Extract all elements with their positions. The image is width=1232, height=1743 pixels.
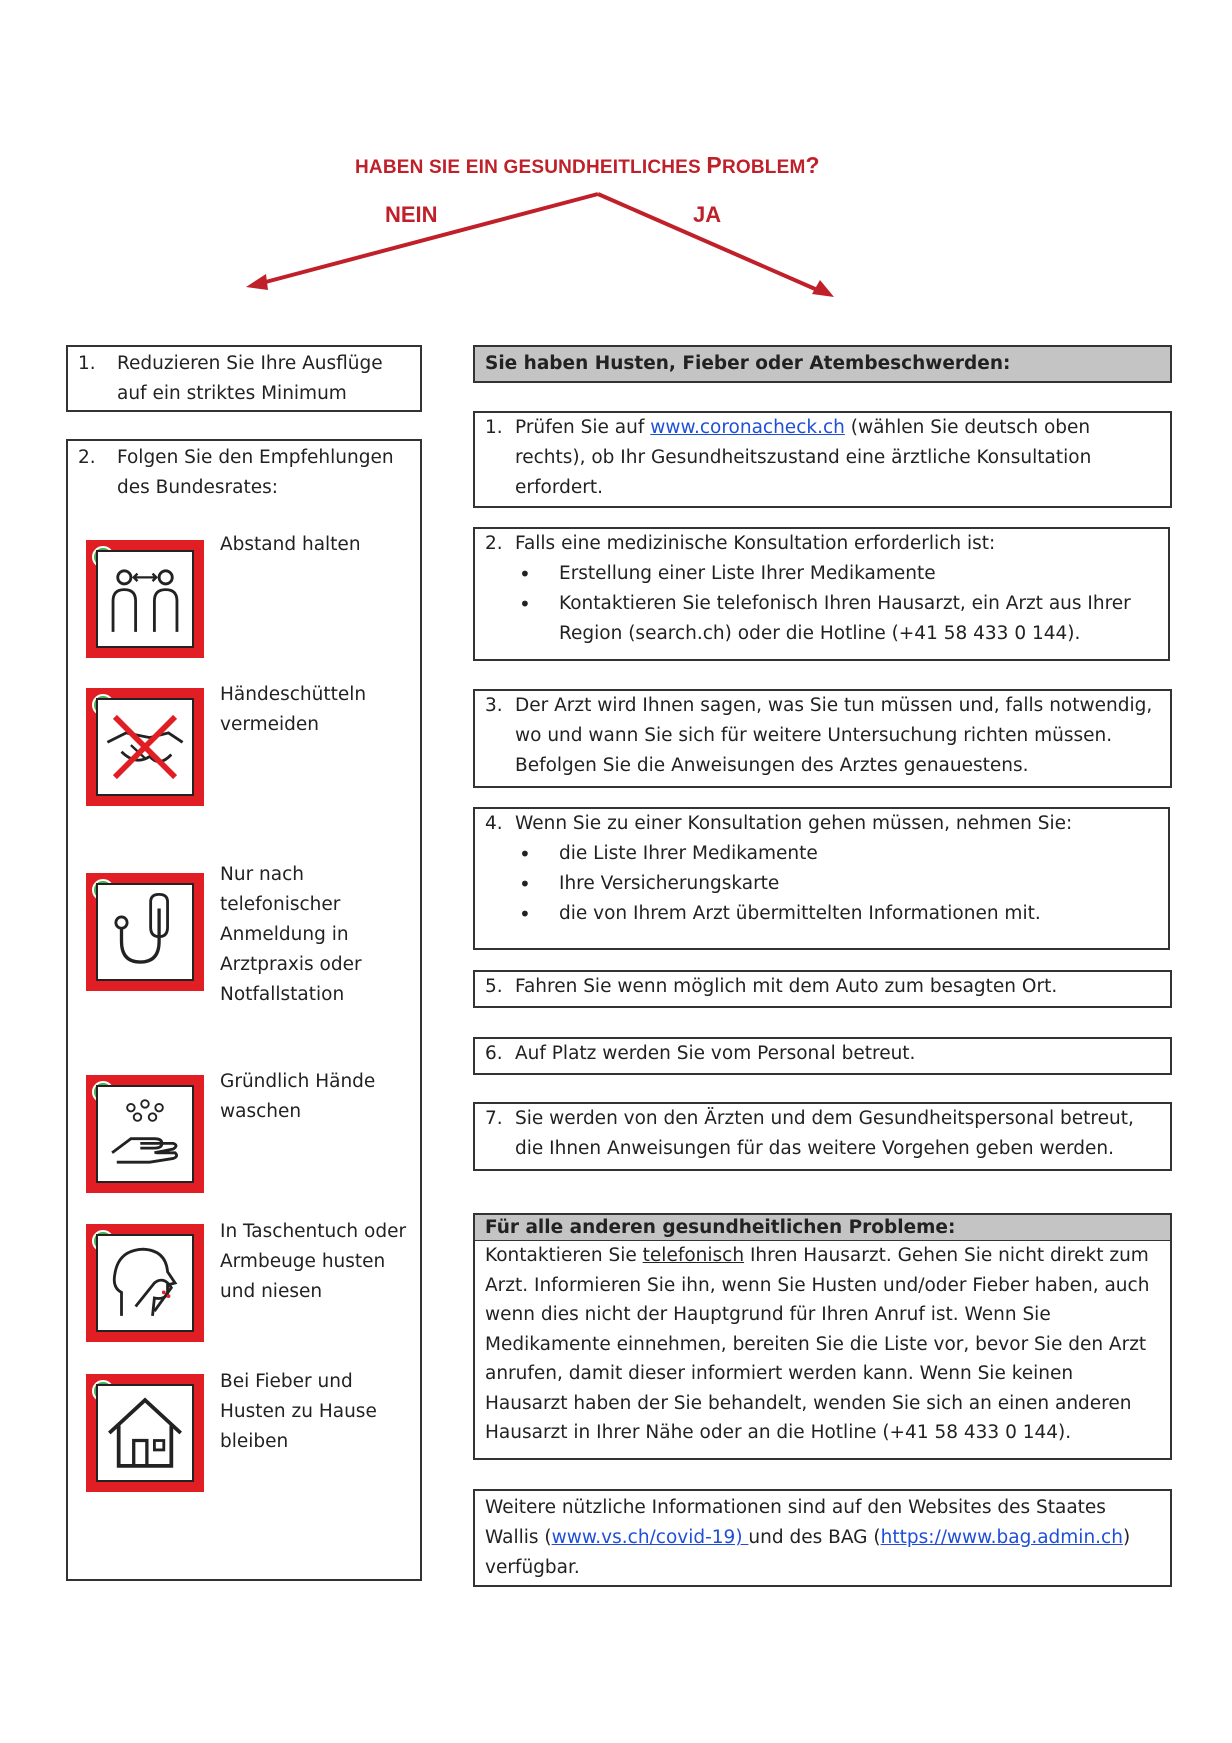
no-handshake-icon [86, 688, 204, 806]
cough-icon [86, 1224, 204, 1342]
step-3-box [473, 689, 1172, 788]
step-text: Der Arzt wird Ihnen sagen, was Sie tun müssen und, falls notwendig, wo und wann Sie sich für weitere Untersuchung richten müssen. Befolgen Sie die Anweisungen des Arztes genauestens. [515, 695, 1153, 776]
step-5-box [473, 970, 1172, 1008]
title-question-mark: ? [805, 152, 820, 178]
distance-icon [86, 540, 204, 658]
bag-link[interactable]: https://www.bag.admin.ch [880, 1527, 1123, 1548]
other-problems-box [473, 1213, 1172, 1460]
step-4-box [473, 807, 1170, 950]
step-number: 1. [485, 417, 503, 438]
step-text: Fahren Sie wenn möglich mit dem Auto zum besagten Ort. [515, 976, 1058, 997]
handwash-icon [86, 1075, 204, 1193]
step-text: Sie werden von den Ärzten und dem Gesundheitspersonal betreut, die Ihnen Anweisungen für das weitere Vorgehen geben werden. [515, 1108, 1134, 1159]
step-intro: Falls eine medizinische Konsultation erforderlich ist: [515, 533, 996, 554]
step-text [515, 413, 1162, 503]
rule-label: Nur nach telefonischer Anmeldung in Arztpraxis oder Notfallstation [220, 864, 362, 1005]
other-problems-header: Für alle anderen gesundheitlichen Probleme: [475, 1215, 1170, 1241]
branch-no-label: NEIN [385, 202, 438, 227]
text-part: Ihren Hausarzt. Gehen Sie nicht direkt zum Arzt. Informieren Sie ihn, wenn Sie Husten und/oder Fieber haben, auch wenn dies nicht der Hauptgrund für Ihren Anruf ist. Wenn Sie Medikamente einnehmen, bereiten Sie die Liste vor, bevor Sie den Arzt anrufen, damit dieser informiert werden kann. Wenn Sie keinen Hausarzt haben der Sie behandelt, wenden Sie sich an einen anderen Hausarzt in Ihrer Nähe oder an die Hotline (+41 58 433 0 144). [485, 1245, 1150, 1443]
arrow-right-head [812, 280, 834, 297]
bullet-item: • Erstellung einer Liste Ihrer Medikamente [515, 559, 1160, 589]
arrow-left-line [258, 194, 598, 284]
bullet-item: • die Liste Ihrer Medikamente [515, 839, 1160, 869]
step-text-part: Prüfen Sie auf [515, 417, 651, 438]
title-part: ROBLEM [721, 157, 806, 178]
symptoms-header [473, 345, 1172, 383]
title-initial: P [706, 152, 722, 178]
item-text: Reduzieren Sie Ihre Ausflüge auf ein striktes Minimum [117, 353, 383, 404]
stethoscope-icon [86, 873, 204, 991]
rule-label: Abstand halten [220, 534, 361, 555]
rule-label: In Taschentuch oder Armbeuge husten und niesen [220, 1221, 407, 1302]
text-part: Weitere nützliche Informationen sind auf den Websites des Staates Wallis ( [485, 1497, 1106, 1548]
symptoms-header-text: Sie haben Husten, Fieber oder Atembeschwerden: [485, 353, 1011, 374]
step-text: Auf Platz werden Sie vom Personal betreut. [515, 1043, 916, 1064]
other-problems-text [475, 1241, 1170, 1448]
more-info-text [475, 1491, 1170, 1583]
title-part: HABEN SIE EIN GESUNDHEITLICHES [355, 157, 707, 178]
step-number: 4. [485, 813, 503, 834]
rule-label: Händeschütteln vermeiden [220, 684, 367, 735]
bullet-item: • die von Ihrem Arzt übermittelten Informationen mit. [515, 899, 1160, 929]
step-number: 2. [485, 533, 503, 554]
rule-label: Gründlich Hände waschen [220, 1071, 376, 1122]
text-part: Kontaktieren Sie [485, 1245, 643, 1266]
step-1-box [473, 411, 1172, 508]
arrow-left-head [246, 274, 268, 290]
step-number: 5. [485, 976, 503, 997]
item-number: 2. [78, 447, 96, 468]
step-6-box [473, 1037, 1172, 1075]
more-info-box [473, 1489, 1172, 1587]
step-text [515, 529, 1160, 649]
bullet-item: • Ihre Versicherungskarte [515, 869, 1160, 899]
item-text: Folgen Sie den Empfehlungen des Bundesrates: [117, 447, 394, 498]
item-number: 1. [78, 353, 96, 374]
step-7-box [473, 1102, 1172, 1171]
coronacheck-link[interactable]: www.coronacheck.ch [650, 417, 845, 438]
arrow-right-line [598, 194, 822, 292]
step-intro: Wenn Sie zu einer Konsultation gehen müssen, nehmen Sie: [515, 813, 1073, 834]
step-number: 6. [485, 1043, 503, 1064]
step-2-box [473, 527, 1170, 661]
step-number: 3. [485, 695, 503, 716]
left-item-1-box [66, 345, 422, 412]
vs-ch-link[interactable]: www.vs.ch/covid-19) [551, 1527, 749, 1548]
text-part: ) verfügbar. [485, 1527, 1131, 1578]
step-text [515, 809, 1160, 929]
step-number: 7. [485, 1108, 503, 1129]
rule-label: Bei Fieber und Husten zu Hause bleiben [220, 1371, 377, 1452]
house-icon [86, 1374, 204, 1492]
step-text-part: (wählen Sie deutsch oben rechts), ob Ihr Gesundheitszustand eine ärztliche Konsultation erfordert. [515, 417, 1092, 498]
branch-yes-label: JA [693, 202, 722, 227]
text-part: und des BAG ( [748, 1527, 881, 1548]
bullet-item: • Kontaktieren Sie telefonisch Ihren Hausarzt, ein Arzt aus Ihrer Region (search.ch) oder die Hotline (+41 58 433 0 144). [515, 589, 1160, 649]
text-emphasis: telefonisch [642, 1245, 745, 1266]
branch-arrows [0, 0, 1232, 320]
